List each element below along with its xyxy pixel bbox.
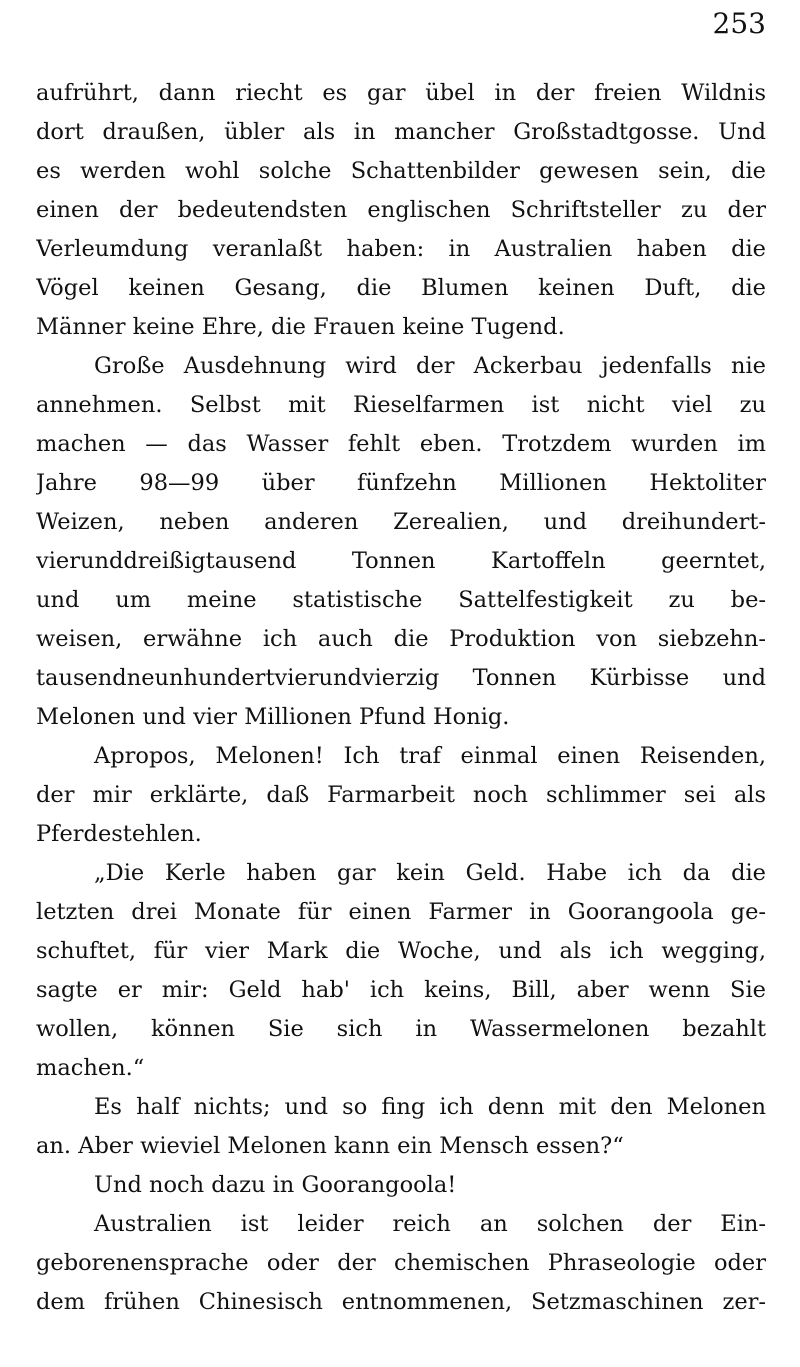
text-line: annehmen. Selbst mit Rieselfarmen ist nicht viel zu (36, 392, 766, 418)
text-line: vierunddreißigtausend Tonnen Kartoffeln geerntet, (36, 548, 766, 574)
text-line: geborenensprache oder der chemischen Phraseologie oder (36, 1250, 766, 1276)
text-line: Pferdestehlen. (36, 821, 202, 847)
text-line: schuftet, für vier Mark die Woche, und als ich wegging, (36, 938, 766, 964)
text-line: an. Aber wieviel Melonen kann ein Mensch essen?“ (36, 1133, 624, 1159)
text-line: Es half nichts; und so fing ich denn mit den Melonen (94, 1094, 766, 1120)
text-line: einen der bedeutendsten englischen Schriftsteller zu der (36, 197, 766, 223)
text-line: weisen, erwähne ich auch die Produktion von siebzehn- (36, 626, 766, 652)
text-line: dort draußen, übler als in mancher Großstadtgosse. Und (36, 119, 766, 145)
text-line: es werden wohl solche Schattenbilder gewesen sein, die (36, 158, 766, 184)
text-line: Vögel keinen Gesang, die Blumen keinen Duft, die (36, 275, 766, 301)
text-line: machen.“ (36, 1055, 145, 1081)
text-line: Australien ist leider reich an solchen der Ein- (94, 1211, 766, 1237)
text-line: dem frühen Chinesisch entnommenen, Setzmaschinen zer- (36, 1289, 766, 1315)
text-line: und um meine statistische Sattelfestigkeit zu be- (36, 587, 766, 613)
text-line: tausendneunhundertvierundvierzig Tonnen Kürbisse und (36, 665, 766, 691)
text-line: aufrührt, dann riecht es gar übel in der freien Wildnis (36, 80, 766, 106)
page-number: 253 (712, 7, 766, 40)
text-line: letzten drei Monate für einen Farmer in Goorangoola ge- (36, 899, 766, 925)
text-line: Apropos, Melonen! Ich traf einmal einen Reisenden, (94, 743, 766, 769)
body-text (36, 74, 766, 1322)
text-line: Jahre 98—99 über fünfzehn Millionen Hektoliter (36, 470, 766, 496)
text-line: sagte er mir: Geld hab' ich keins, Bill, aber wenn Sie (36, 977, 766, 1003)
text-line: Männer keine Ehre, die Frauen keine Tugend. (36, 314, 565, 340)
text-line: machen — das Wasser fehlt eben. Trotzdem wurden im (36, 431, 766, 457)
text-line: Und noch dazu in Goorangoola! (94, 1172, 457, 1198)
text-line: Weizen, neben anderen Zerealien, und dreihundert- (36, 509, 766, 535)
text-line: Melonen und vier Millionen Pfund Honig. (36, 704, 510, 730)
text-line: Große Ausdehnung wird der Ackerbau jedenfalls nie (94, 353, 766, 379)
text-line: „Die Kerle haben gar kein Geld. Habe ich da die (94, 860, 766, 886)
text-line: der mir erklärte, daß Farmarbeit noch schlimmer sei als (36, 782, 766, 808)
text-line: wollen, können Sie sich in Wassermelonen bezahlt (36, 1016, 766, 1042)
text-line: Verleumdung veranlaßt haben: in Australien haben die (36, 236, 766, 262)
